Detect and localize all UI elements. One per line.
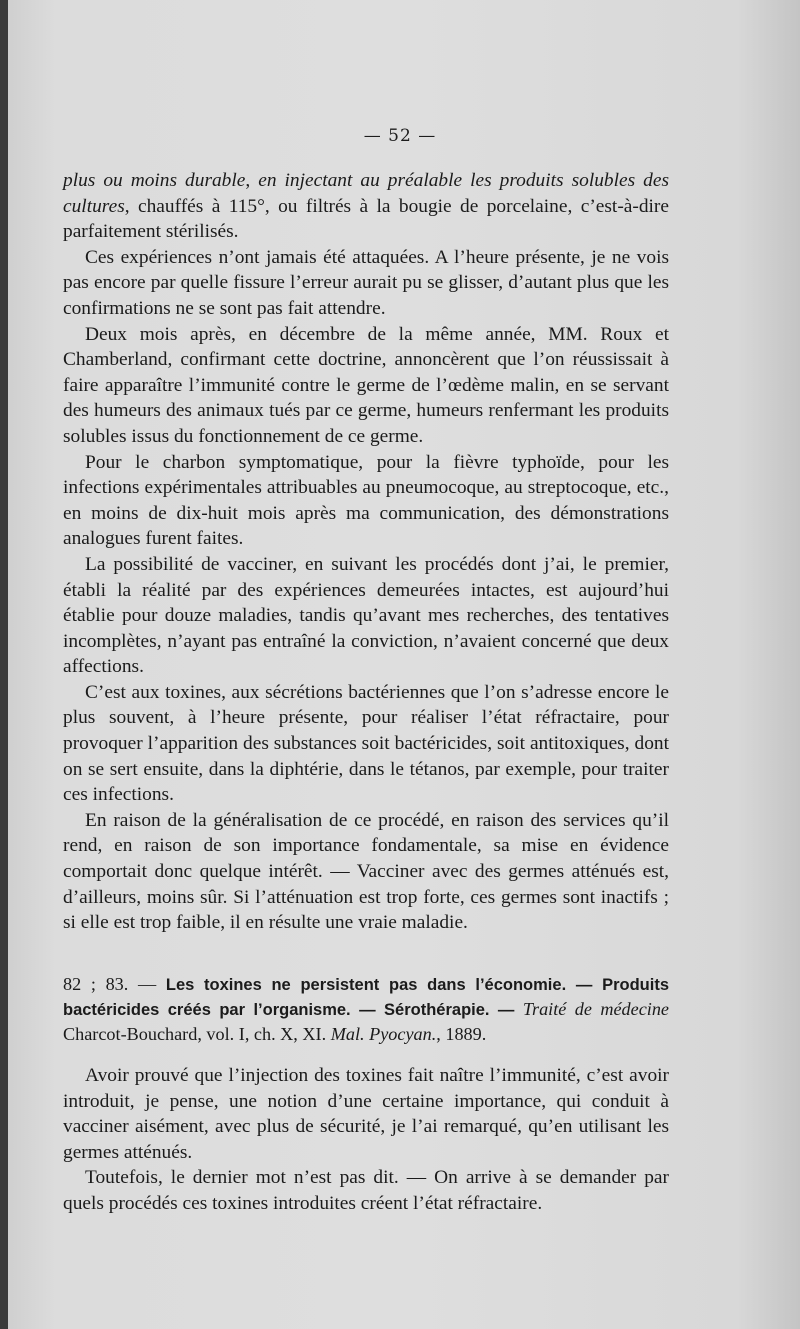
paragraph: En raison de la généralisation de ce procédé, en raison des services qu’il rend, en raison de son importance fondamentale, sa mise en évidence comportait donc quelque intérêt. — Vacciner avec des germes atténués est, d’ailleurs, moins sûr. Si l’atténuation est trop forte, ces germes sont inactifs ; si elle est trop faible, il en résulte une vraie maladie. [63, 809, 669, 934]
closing-text [63, 1063, 669, 1217]
intro-italic-1: plus ou moins durable [63, 170, 246, 191]
scan-edge [0, 0, 8, 1329]
paragraph: C’est aux toxines, aux sécrétions bactériennes que l’on s’adresse encore le plus souvent, à l’heure présente, pour réaliser l’état réfractaire, pour provoquer l’apparition des substances soit bactéricides, soit antitoxiques, dont on se sert ensuite, dans la diphtérie, dans le tétanos, par exemple, pour traiter ces infections. [63, 681, 669, 806]
paragraph: Avoir prouvé que l’injection des toxines fait naître l’immunité, c’est avoir introduit, je pense, une notion d’une certaine importance, qui conduit à vacciner aisément, avec plus de sécurité, je l’ai remarqué, qu’en utilisant les germes atténués. [63, 1065, 669, 1163]
intro-rest: , chauffés à 115°, ou filtrés à la bougie de porcelaine, c’est-à-dire parfaitement stérilisés. [63, 195, 669, 243]
note-numbers: 82 ; 83. — [63, 974, 166, 994]
note-ref-end: , 1889. [436, 1024, 487, 1044]
main-text [63, 168, 669, 936]
intro-sep: , [245, 170, 259, 191]
paragraph: Deux mois après, en décembre de la même année, MM. Roux et Chamberland, confirmant cette doctrine, annoncèrent que l’on réussissait à faire apparaître l’immunité contre le germe de l’œdème malin, en se servant des humeurs des animaux tués par ce germe, humeurs renfermant les produits solubles issus du fonctionnement de ce germe. [63, 323, 669, 447]
note-italic-ref2: Mal. Pyocyan. [330, 1024, 437, 1044]
note-title: Les toxines ne persistent pas dans l’économie. — Produits bactéricides créés par l’organisme. — Sérothérapie. — [63, 976, 669, 1019]
paragraph: Ces expériences n’ont jamais été attaquées. A l’heure présente, je ne vois pas encore par quelle fissure l’erreur aurait pu se glisser, d’autant plus que les confirmations ne se sont pas fait attendre. [63, 246, 669, 319]
note-italic-ref: Traité de médecine [522, 999, 670, 1019]
note-ref-mid: Charcot-Bouchard, vol. I, ch. X, XI. [63, 1024, 331, 1044]
reference-note [63, 972, 669, 1046]
paragraph: Pour le charbon symptomatique, pour la fièvre typhoïde, pour les infections expérimentales attribuables au pneumocoque, au streptocoque, etc., en moins de dix-huit mois après ma communication, des démonstrations analogues furent faites. [63, 451, 669, 550]
intro-paragraph [63, 168, 669, 245]
intro-italic-2: en injectant au préalable les produits solubles des cultures [63, 170, 669, 217]
page-number: — 52 — [363, 126, 437, 146]
paragraph: Toutefois, le dernier mot n’est pas dit. — On arrive à se demander par quels procédés ces toxines introduites créent l’état réfractaire. [63, 1167, 669, 1214]
paragraph: La possibilité de vacciner, en suivant les procédés dont j’ai, le premier, établi la réalité par des expériences demeurées intactes, est aujourd’hui établie pour douze maladies, tandis qu’avant mes recherches, des tentatives incomplètes, n’ayant pas entraîné la conviction, n’avaient concerné que deux affections. [63, 553, 669, 678]
